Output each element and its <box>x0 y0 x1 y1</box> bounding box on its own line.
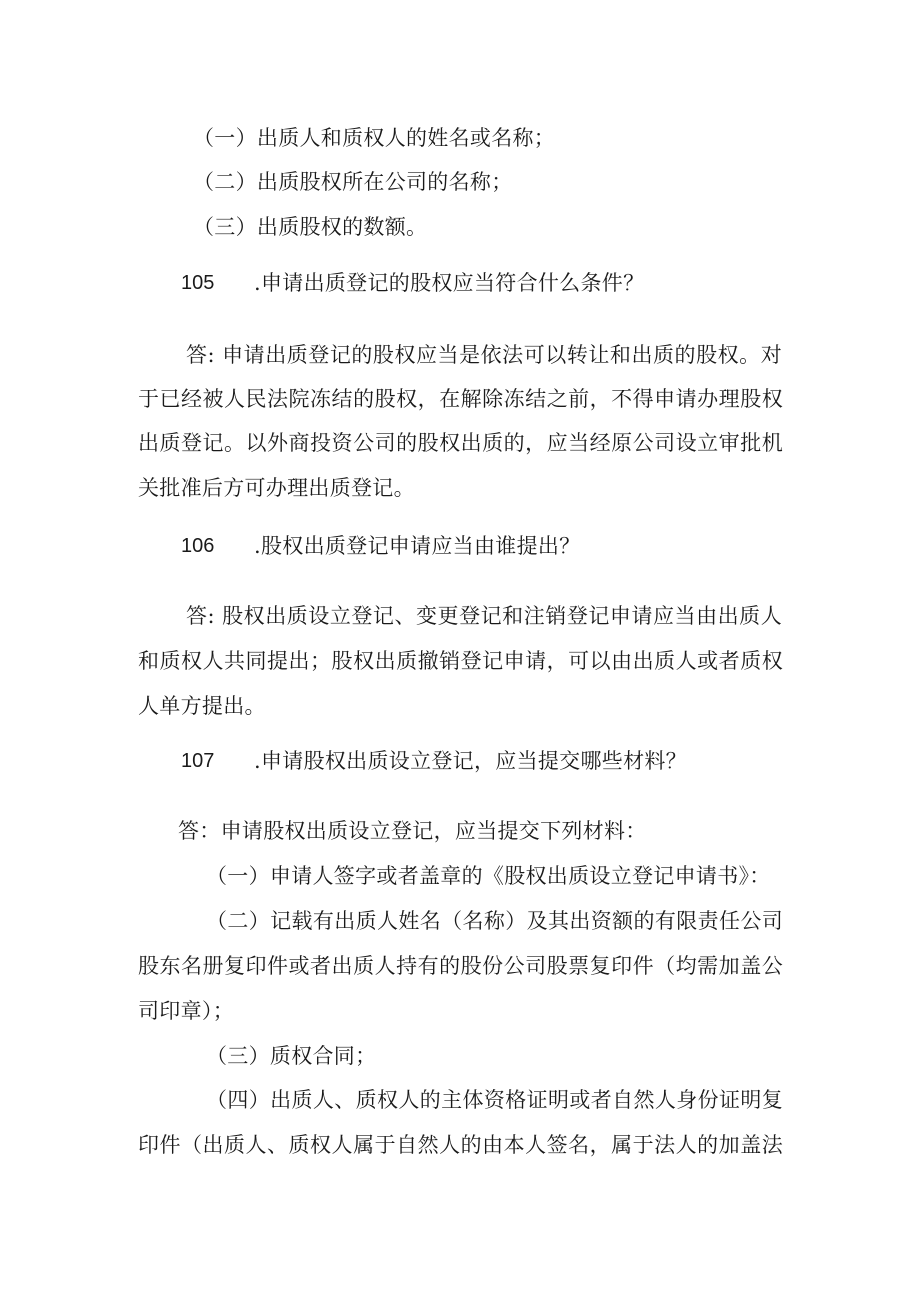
answer-line: 出质登记。以外商投资公司的股权出质的，应当经原公司设立审批机 <box>138 431 783 455</box>
answer-line: 答：申请股权出质设立登记，应当提交下列材料： <box>178 819 647 843</box>
answer-line: （四）出质人、质权人的主体资格证明或者自然人身份证明复 <box>206 1088 783 1112</box>
question-number: 105 <box>181 272 215 294</box>
question-text: .申请股权出质设立登记，应当提交哪些材料？ <box>254 749 687 773</box>
answer-line: 答: 申请出质登记的股权应当是依法可以转让和出质的股权。对 <box>186 343 782 367</box>
question-text: .股权出质登记申请应当由谁提出？ <box>254 534 581 558</box>
question-number: 107 <box>181 750 215 772</box>
answer-line: 人单方提出。 <box>138 694 266 718</box>
answer-line: 司印章）； <box>138 999 234 1023</box>
question-number: 106 <box>181 535 215 557</box>
question-text: .申请出质登记的股权应当符合什么条件？ <box>254 271 645 295</box>
list-item: （一）出质人和质权人的姓名或名称； <box>193 126 556 150</box>
answer-line: 股东名册复印件或者出质人持有的股份公司股票复印件（均需加盖公 <box>138 954 783 978</box>
answer-line: （二）记载有出质人姓名（名称）及其出资额的有限责任公司 <box>206 909 783 933</box>
answer-line: （一）申请人签字或者盖章的《股权出质设立登记申请书》： <box>206 864 771 888</box>
answer-line: （三）质权合同； <box>206 1044 377 1068</box>
list-item: （二）出质股权所在公司的名称； <box>193 170 513 194</box>
answer-line: 于已经被人民法院冻结的股权，在解除冻结之前，不得申请办理股权 <box>138 387 783 411</box>
answer-line: 和质权人共同提出；股权出质撤销登记申请，可以由出质人或者质权 <box>138 649 783 673</box>
answer-line: 印件（出质人、质权人属于自然人的由本人签名，属于法人的加盖法 <box>138 1133 783 1157</box>
list-item: （三）出质股权的数额。 <box>193 215 428 239</box>
answer-line: 关批准后方可办理出质登记。 <box>138 476 415 500</box>
answer-line: 答: 股权出质设立登记、变更登记和注销登记申请应当由出质人 <box>186 604 782 628</box>
